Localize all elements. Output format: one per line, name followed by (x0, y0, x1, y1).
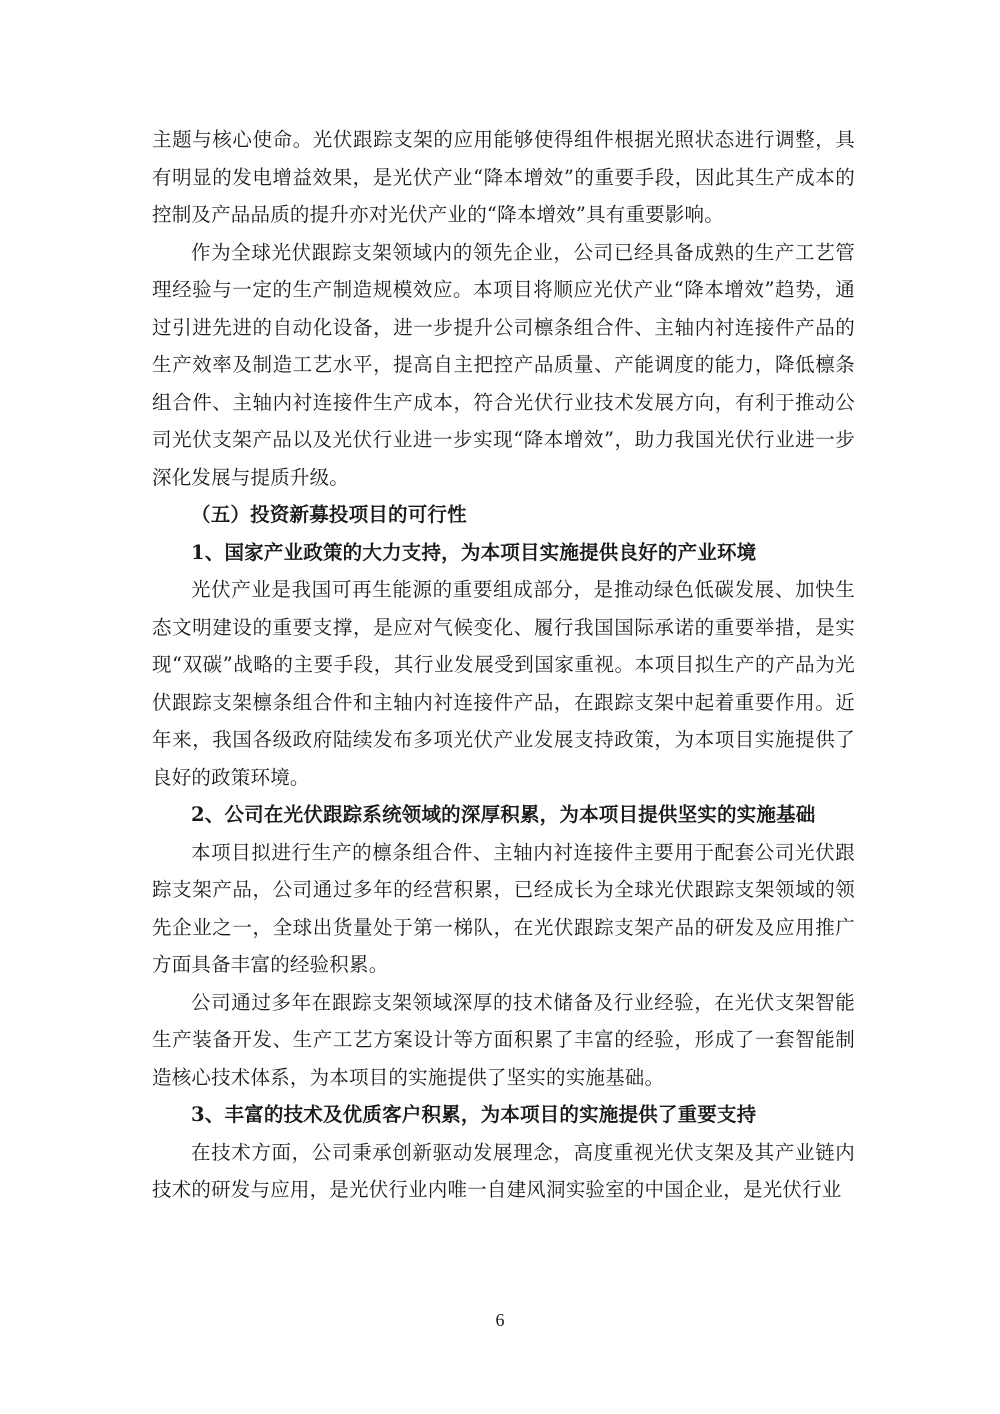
paragraph-technology: 在技术方面，公司秉承创新驱动发展理念，高度重视光伏支架及其产业链内技术的研发与应用，是光伏行业内唯一自建风洞实验室的中国企业，是光伏行业 (152, 1140, 855, 1201)
page-number: 6 (495, 1310, 505, 1330)
subheading-company-accumulation: 2、公司在光伏跟踪系统领域的深厚积累，为本项目提供坚实的实施基础 (191, 803, 816, 826)
paragraph-company-leadership: 作为全球光伏跟踪支架领域内的领先企业，公司已经具备成熟的生产工艺管理经验与一定的生产制造规模效应。本项目将顺应光伏产业“降本增效”趋势，通过引进先进的自动化设备，进一步提升公司檩条组合件、主轴内衬连接件产品的生产效率及制造工艺水平，提高自主把控产品质量、产能调度的能力，降低檩条组合件、主轴内衬连接件生产成本，符合光伏行业技术发展方向，有利于推动公司光伏支架产品以及光伏行业进一步实现“降本增效”，助力我国光伏行业进一步深化发展与提质升级。 (152, 240, 855, 489)
paragraph-product-use: 本项目拟进行生产的檩条组合件、主轴内衬连接件主要用于配套公司光伏跟踪支架产品，公司通过多年的经营积累，已经成长为全球光伏跟踪支架领域的领先企业之一，全球出货量处于第一梯队，在光伏跟踪支架产品的研发及应用推广方面具备丰富的经验积累。 (152, 840, 855, 976)
section-heading-feasibility: （五）投资新募投项目的可行性 (191, 503, 467, 526)
paragraph-policy-support: 光伏产业是我国可再生能源的重要组成部分，是推动绿色低碳发展、加快生态文明建设的重要支撑，是应对气候变化、履行我国国际承诺的重要举措，是实现“双碳”战略的主要手段，其行业发展受到国家重视。本项目拟生产的产品为光伏跟踪支架檩条组合件和主轴内衬连接件产品，在跟踪支架中起着重要作用。近年来，我国各级政府陆续发布多项光伏产业发展支持政策，为本项目实施提供了良好的政策环境。 (152, 578, 855, 789)
subheading-policy-support: 1、国家产业政策的大力支持，为本项目实施提供良好的产业环境 (191, 540, 757, 564)
paragraph-continuation: 主题与核心使命。光伏跟踪支架的应用能够使得组件根据光照状态进行调整，具有明显的发电增益效果，是光伏产业“降本增效”的重要手段，因此其生产成本的控制及产品品质的提升亦对光伏产业的“降本增效”具有重要影响。 (152, 128, 855, 226)
document-body (152, 121, 855, 1209)
subheading-technology-customers: 3、丰富的技术及优质客户积累，为本项目的实施提供了重要支持 (191, 1103, 757, 1126)
paragraph-technical-reserve: 公司通过多年在跟踪支架领域深厚的技术储备及行业经验，在光伏支架智能生产装备开发、生产工艺方案设计等方面积累了丰富的经验，形成了一套智能制造核心技术体系，为本项目的实施提供了坚实的实施基础。 (152, 990, 855, 1089)
